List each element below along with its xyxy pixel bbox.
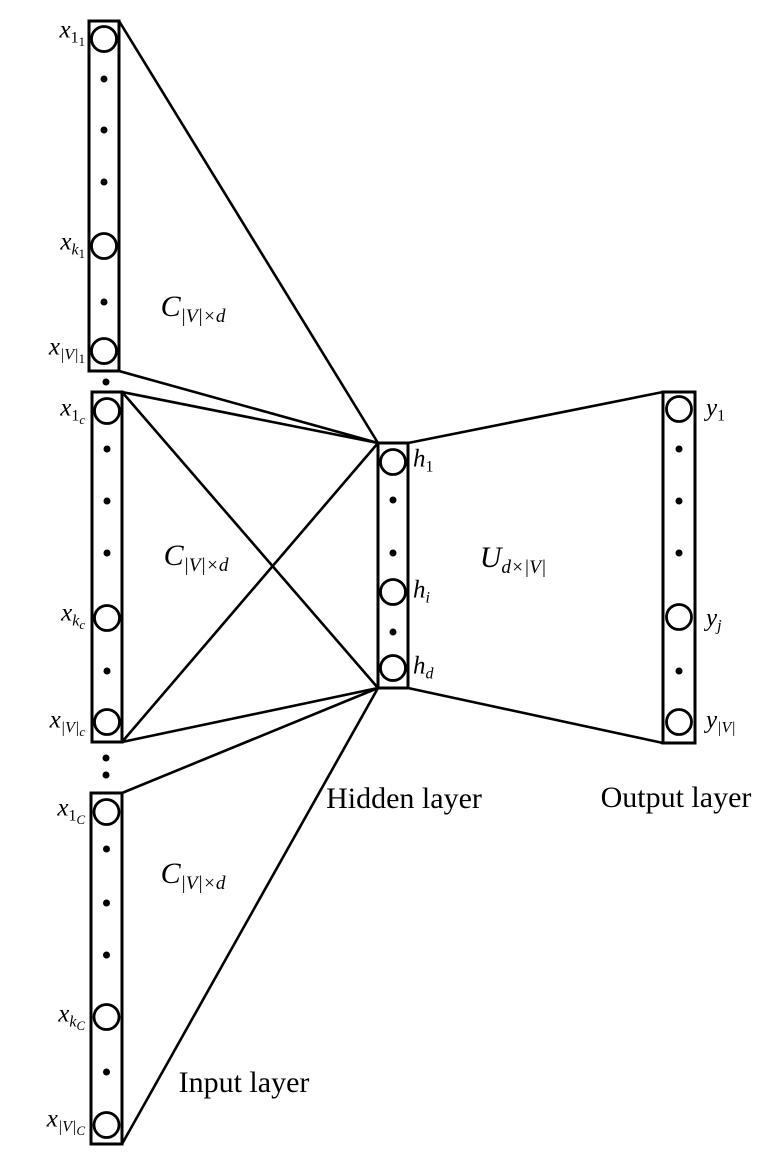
input3-node-label-xkC bbox=[58, 1001, 85, 1032]
var: U bbox=[479, 541, 502, 575]
sub: d bbox=[425, 665, 434, 683]
var: x bbox=[60, 394, 72, 422]
input2-dot bbox=[104, 446, 111, 453]
var: C bbox=[160, 290, 181, 324]
edge-input1-top-to-hidden-top bbox=[119, 21, 378, 443]
input3-node-circle-v bbox=[94, 1113, 119, 1138]
output-dot bbox=[676, 446, 683, 453]
input2-dot bbox=[104, 550, 111, 557]
subsub: 1 bbox=[78, 34, 85, 49]
input1-dot bbox=[101, 127, 108, 134]
matrix-label-c1 bbox=[161, 292, 226, 326]
input1-dot bbox=[101, 179, 108, 186]
var: x bbox=[58, 1000, 70, 1028]
input2-node-circle-v bbox=[95, 710, 120, 735]
sub: k bbox=[71, 241, 79, 259]
hidden-dot bbox=[390, 550, 397, 557]
hidden-dot bbox=[390, 497, 397, 504]
input2-node-label-x1c bbox=[60, 395, 85, 426]
var: h bbox=[413, 652, 426, 680]
subsub: c bbox=[79, 617, 85, 632]
input2-dot bbox=[104, 498, 111, 505]
subsub: C bbox=[76, 1018, 85, 1033]
input2-node-label-xkc bbox=[61, 600, 85, 631]
subsub: c bbox=[79, 412, 85, 427]
input2-node-circle-1 bbox=[95, 399, 120, 424]
between-column-dot bbox=[103, 772, 110, 779]
hidden-node-circle-i bbox=[381, 580, 406, 605]
var: y bbox=[706, 604, 718, 632]
input3-dot bbox=[103, 900, 110, 907]
input3-node-label-xvC bbox=[47, 1106, 85, 1137]
output-node-circle-v bbox=[667, 710, 692, 735]
input1-dot bbox=[101, 76, 108, 83]
input1-node-label-xk1 bbox=[60, 229, 85, 260]
input3-node-label-x1C bbox=[57, 795, 85, 826]
neuron-circle-group bbox=[92, 27, 692, 1138]
var: h bbox=[413, 445, 426, 473]
var: x bbox=[57, 794, 69, 822]
hidden-layer-label: Hidden layer bbox=[326, 782, 482, 815]
output-dot bbox=[676, 498, 683, 505]
between-column-dot bbox=[103, 379, 110, 386]
between-column-dot bbox=[103, 755, 110, 762]
sub: |V| bbox=[57, 1118, 77, 1136]
input-layer-label: Input layer bbox=[178, 1066, 310, 1099]
var: x bbox=[60, 228, 72, 256]
input2-node-label-xvc bbox=[50, 707, 85, 738]
matrix-label-c3 bbox=[161, 859, 226, 893]
var: x bbox=[49, 706, 61, 734]
matrix-label-c2 bbox=[164, 541, 229, 575]
input-column-2-rect bbox=[92, 392, 122, 742]
edge-input3-top-to-hidden-bottom bbox=[122, 688, 378, 793]
var: x bbox=[46, 1105, 58, 1133]
hidden-node-circle-1 bbox=[381, 450, 406, 475]
sub: k bbox=[69, 1013, 77, 1031]
subsub: c bbox=[79, 724, 85, 739]
hidden-node-label-hd bbox=[413, 654, 434, 683]
output-layer-rect bbox=[663, 392, 695, 743]
input2-node-circle-k bbox=[95, 606, 120, 631]
input2-dot bbox=[104, 668, 111, 675]
hidden-node-circle-d bbox=[381, 656, 406, 681]
input1-node-circle-k bbox=[92, 234, 117, 259]
sub: 1 bbox=[717, 407, 726, 425]
var: h bbox=[413, 576, 426, 604]
input1-node-label-x11 bbox=[59, 17, 85, 48]
hidden-layer-rect bbox=[378, 443, 408, 688]
sub: i bbox=[425, 589, 430, 607]
hidden-dot bbox=[390, 629, 397, 636]
sub: 1 bbox=[70, 29, 79, 47]
subsub: C bbox=[76, 812, 85, 827]
sub: d×|V| bbox=[501, 556, 547, 578]
edge-hidden-top-to-output-top bbox=[408, 392, 663, 443]
input-column-1-rect bbox=[89, 21, 119, 371]
input1-dot bbox=[101, 299, 108, 306]
output-node-label-yj bbox=[706, 606, 722, 635]
output-layer-label: Output layer bbox=[600, 781, 752, 814]
output-node-label-yv bbox=[706, 708, 736, 737]
var: y bbox=[706, 394, 718, 422]
sub: |V|×d bbox=[180, 305, 226, 327]
sub: |V| bbox=[717, 719, 736, 737]
sub: 1 bbox=[425, 458, 434, 476]
output-dot bbox=[676, 550, 683, 557]
output-node-circle-1 bbox=[667, 397, 692, 422]
sub: |V| bbox=[60, 719, 80, 737]
sub: |V|×d bbox=[180, 872, 226, 894]
var: C bbox=[160, 857, 181, 891]
input1-node-circle-1 bbox=[92, 27, 117, 52]
sub: 1 bbox=[68, 807, 77, 825]
output-node-circle-j bbox=[667, 605, 692, 630]
input3-dot bbox=[103, 952, 110, 959]
matrix-label-u bbox=[480, 543, 546, 577]
input3-node-circle-k bbox=[94, 1005, 119, 1030]
sub: k bbox=[72, 612, 80, 630]
input3-node-circle-1 bbox=[94, 800, 119, 825]
var: C bbox=[163, 539, 184, 573]
var: y bbox=[706, 706, 718, 734]
subsub: 1 bbox=[78, 351, 85, 366]
input1-node-circle-v bbox=[92, 339, 117, 364]
var: x bbox=[59, 16, 71, 44]
subsub: 1 bbox=[78, 246, 85, 261]
hidden-node-label-h1 bbox=[413, 447, 434, 476]
var: x bbox=[61, 599, 73, 627]
var: x bbox=[48, 333, 61, 361]
input3-dot bbox=[103, 846, 110, 853]
output-dot bbox=[676, 668, 683, 675]
sub: 1 bbox=[71, 407, 80, 425]
sub: |V| bbox=[60, 346, 79, 364]
output-node-label-y1 bbox=[706, 396, 725, 425]
sub: j bbox=[717, 617, 722, 635]
subsub: C bbox=[76, 1123, 85, 1138]
input1-node-label-xv1 bbox=[49, 334, 85, 365]
hidden-node-label-hi bbox=[413, 578, 430, 607]
edge-hidden-bottom-to-output-bottom bbox=[408, 688, 663, 743]
input3-dot bbox=[103, 1069, 110, 1076]
sub: |V|×d bbox=[183, 554, 229, 576]
